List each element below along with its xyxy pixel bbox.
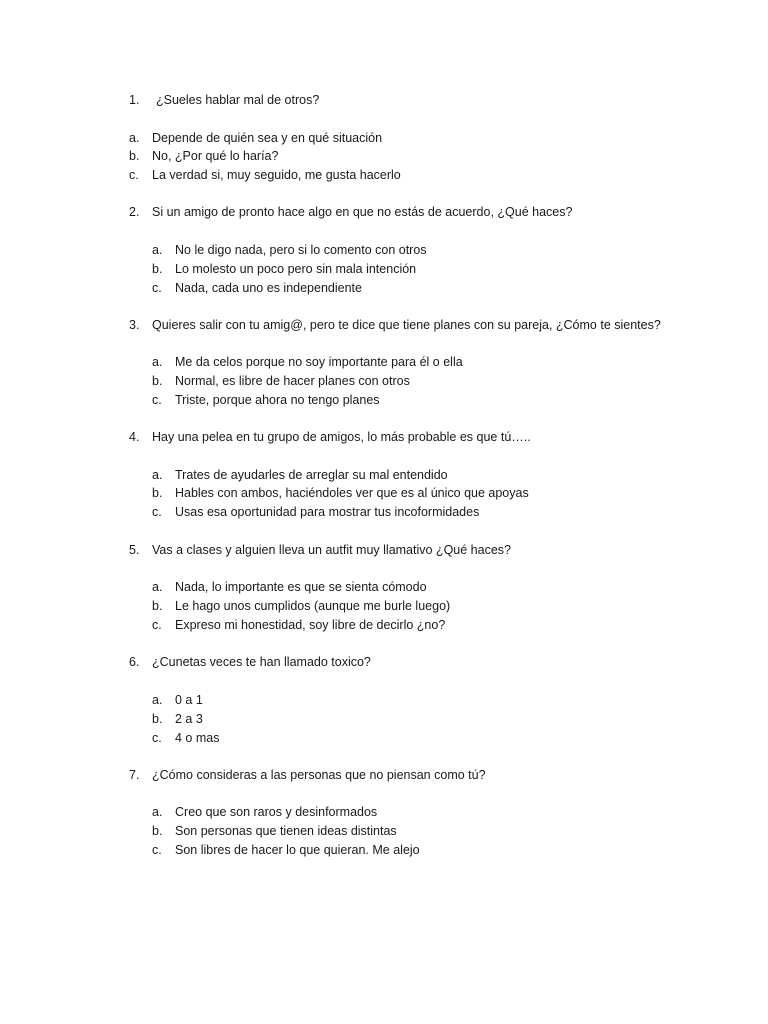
option-text: No le digo nada, pero si lo comento con otros xyxy=(175,243,427,257)
option-text: Me da celos porque no soy importante para él o ella xyxy=(175,355,463,369)
option-marker: b. xyxy=(152,262,163,276)
option-marker: b. xyxy=(152,712,163,726)
question-number: 6. xyxy=(129,655,140,669)
question-text: ¿Cómo consideras a las personas que no piensan como tú? xyxy=(152,768,486,782)
option-text: Triste, porque ahora no tengo planes xyxy=(175,393,380,407)
option-marker: b. xyxy=(129,149,140,163)
option-marker: a. xyxy=(152,580,163,594)
question-text: ¿Sueles hablar mal de otros? xyxy=(156,93,320,107)
option-marker: c. xyxy=(152,618,162,632)
question-text: Quieres salir con tu amig@, pero te dice que tiene planes con su pareja, ¿Cómo te sientes? xyxy=(152,318,661,332)
question-text: Si un amigo de pronto hace algo en que no estás de acuerdo, ¿Qué haces? xyxy=(152,205,573,219)
option-text: No, ¿Por qué lo haría? xyxy=(152,149,279,163)
question-number: 1. xyxy=(129,93,140,107)
option-text: La verdad si, muy seguido, me gusta hacerlo xyxy=(152,168,401,182)
question-text: ¿Cunetas veces te han llamado toxico? xyxy=(152,655,371,669)
option-marker: c. xyxy=(152,731,162,745)
option-marker: a. xyxy=(129,131,140,145)
option-marker: a. xyxy=(152,355,163,369)
option-marker: b. xyxy=(152,486,163,500)
option-marker: c. xyxy=(152,393,162,407)
option-text: Hables con ambos, haciéndoles ver que es al único que apoyas xyxy=(175,486,529,500)
question-number: 7. xyxy=(129,768,140,782)
option-text: Creo que son raros y desinformados xyxy=(175,805,378,819)
question-text: Hay una pelea en tu grupo de amigos, lo más probable es que tú….. xyxy=(152,430,531,444)
question-text: Vas a clases y alguien lleva un autfit muy llamativo ¿Qué haces? xyxy=(152,543,511,557)
option-text: Normal, es libre de hacer planes con otros xyxy=(175,374,410,388)
option-text: Usas esa oportunidad para mostrar tus incoformidades xyxy=(175,505,480,519)
option-text: 2 a 3 xyxy=(175,712,203,726)
option-text: Trates de ayudarles de arreglar su mal entendido xyxy=(175,468,448,482)
option-marker: a. xyxy=(152,805,163,819)
question-number: 5. xyxy=(129,543,140,557)
option-text: Depende de quién sea y en qué situación xyxy=(152,131,383,145)
option-text: Le hago unos cumplidos (aunque me burle luego) xyxy=(175,599,451,613)
option-marker: c. xyxy=(152,505,162,519)
option-marker: a. xyxy=(152,468,163,482)
option-text: Expreso mi honestidad, soy libre de decirlo ¿no? xyxy=(175,618,446,632)
option-marker: b. xyxy=(152,599,163,613)
option-marker: c. xyxy=(152,843,162,857)
option-text: Nada, cada uno es independiente xyxy=(175,281,362,295)
option-text: Son libres de hacer lo que quieran. Me alejo xyxy=(175,843,420,857)
option-text: Son personas que tienen ideas distintas xyxy=(175,824,397,838)
option-marker: b. xyxy=(152,374,163,388)
option-text: Lo molesto un poco pero sin mala intención xyxy=(175,262,417,276)
option-marker: c. xyxy=(129,168,139,182)
option-text: 4 o mas xyxy=(175,731,220,745)
option-marker: a. xyxy=(152,243,163,257)
option-marker: a. xyxy=(152,693,163,707)
question-number: 2. xyxy=(129,205,140,219)
option-marker: c. xyxy=(152,281,162,295)
question-number: 3. xyxy=(129,318,140,332)
option-marker: b. xyxy=(152,824,163,838)
option-text: Nada, lo importante es que se sienta cómodo xyxy=(175,580,427,594)
question-number: 4. xyxy=(129,430,140,444)
option-text: 0 a 1 xyxy=(175,693,203,707)
